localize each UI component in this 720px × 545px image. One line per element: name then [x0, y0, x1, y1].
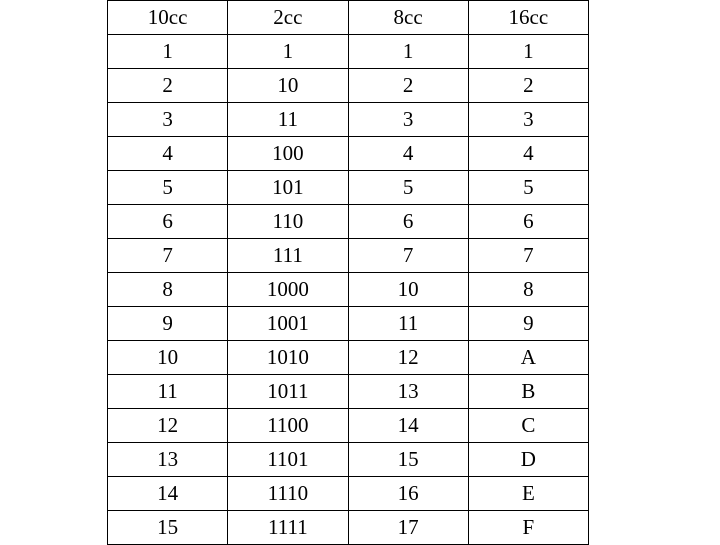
cell-octal: 3 [348, 103, 468, 137]
table-row [108, 103, 589, 137]
cell-binary: 10 [228, 69, 348, 103]
cell-binary: 1110 [228, 477, 348, 511]
cell-binary: 110 [228, 205, 348, 239]
header-octal: 8cc [348, 1, 468, 35]
cell-hex: 5 [468, 171, 588, 205]
header-decimal: 10cc [108, 1, 228, 35]
cell-octal: 13 [348, 375, 468, 409]
cell-decimal: 9 [108, 307, 228, 341]
table-row [108, 35, 589, 69]
table-row [108, 375, 589, 409]
cell-hex: F [468, 511, 588, 545]
table-row [108, 341, 589, 375]
cell-hex: A [468, 341, 588, 375]
cell-octal: 14 [348, 409, 468, 443]
cell-decimal: 5 [108, 171, 228, 205]
table-row [108, 171, 589, 205]
number-base-table-container [107, 0, 589, 539]
cell-binary: 1001 [228, 307, 348, 341]
table-row [108, 239, 589, 273]
cell-hex: D [468, 443, 588, 477]
cell-hex: 6 [468, 205, 588, 239]
cell-hex: 8 [468, 273, 588, 307]
table-row [108, 443, 589, 477]
cell-binary: 101 [228, 171, 348, 205]
cell-octal: 5 [348, 171, 468, 205]
header-hex: 16cc [468, 1, 588, 35]
cell-decimal: 12 [108, 409, 228, 443]
cell-octal: 15 [348, 443, 468, 477]
cell-hex: B [468, 375, 588, 409]
cell-hex: 4 [468, 137, 588, 171]
table-body [108, 35, 589, 545]
table-row [108, 137, 589, 171]
cell-hex: 3 [468, 103, 588, 137]
cell-octal: 7 [348, 239, 468, 273]
cell-binary: 100 [228, 137, 348, 171]
cell-decimal: 13 [108, 443, 228, 477]
cell-octal: 17 [348, 511, 468, 545]
cell-decimal: 6 [108, 205, 228, 239]
cell-octal: 4 [348, 137, 468, 171]
number-base-table [107, 0, 589, 545]
table-row [108, 409, 589, 443]
cell-binary: 1011 [228, 375, 348, 409]
header-row [108, 1, 589, 35]
cell-octal: 16 [348, 477, 468, 511]
cell-octal: 11 [348, 307, 468, 341]
cell-hex: E [468, 477, 588, 511]
cell-octal: 2 [348, 69, 468, 103]
cell-binary: 1 [228, 35, 348, 69]
cell-octal: 12 [348, 341, 468, 375]
table-row [108, 205, 589, 239]
cell-binary: 11 [228, 103, 348, 137]
cell-octal: 6 [348, 205, 468, 239]
cell-binary: 1010 [228, 341, 348, 375]
cell-decimal: 10 [108, 341, 228, 375]
cell-hex: C [468, 409, 588, 443]
cell-octal: 1 [348, 35, 468, 69]
header-binary: 2cc [228, 1, 348, 35]
table-row [108, 511, 589, 545]
table-row [108, 273, 589, 307]
cell-decimal: 15 [108, 511, 228, 545]
cell-hex: 9 [468, 307, 588, 341]
table-row [108, 69, 589, 103]
cell-binary: 1111 [228, 511, 348, 545]
cell-decimal: 8 [108, 273, 228, 307]
cell-binary: 1101 [228, 443, 348, 477]
cell-hex: 7 [468, 239, 588, 273]
cell-decimal: 3 [108, 103, 228, 137]
cell-binary: 1100 [228, 409, 348, 443]
cell-decimal: 4 [108, 137, 228, 171]
table-header [108, 1, 589, 35]
cell-decimal: 11 [108, 375, 228, 409]
table-row [108, 307, 589, 341]
table-row [108, 477, 589, 511]
cell-hex: 2 [468, 69, 588, 103]
cell-decimal: 1 [108, 35, 228, 69]
cell-decimal: 7 [108, 239, 228, 273]
cell-hex: 1 [468, 35, 588, 69]
cell-decimal: 14 [108, 477, 228, 511]
cell-binary: 111 [228, 239, 348, 273]
cell-binary: 1000 [228, 273, 348, 307]
cell-octal: 10 [348, 273, 468, 307]
cell-decimal: 2 [108, 69, 228, 103]
